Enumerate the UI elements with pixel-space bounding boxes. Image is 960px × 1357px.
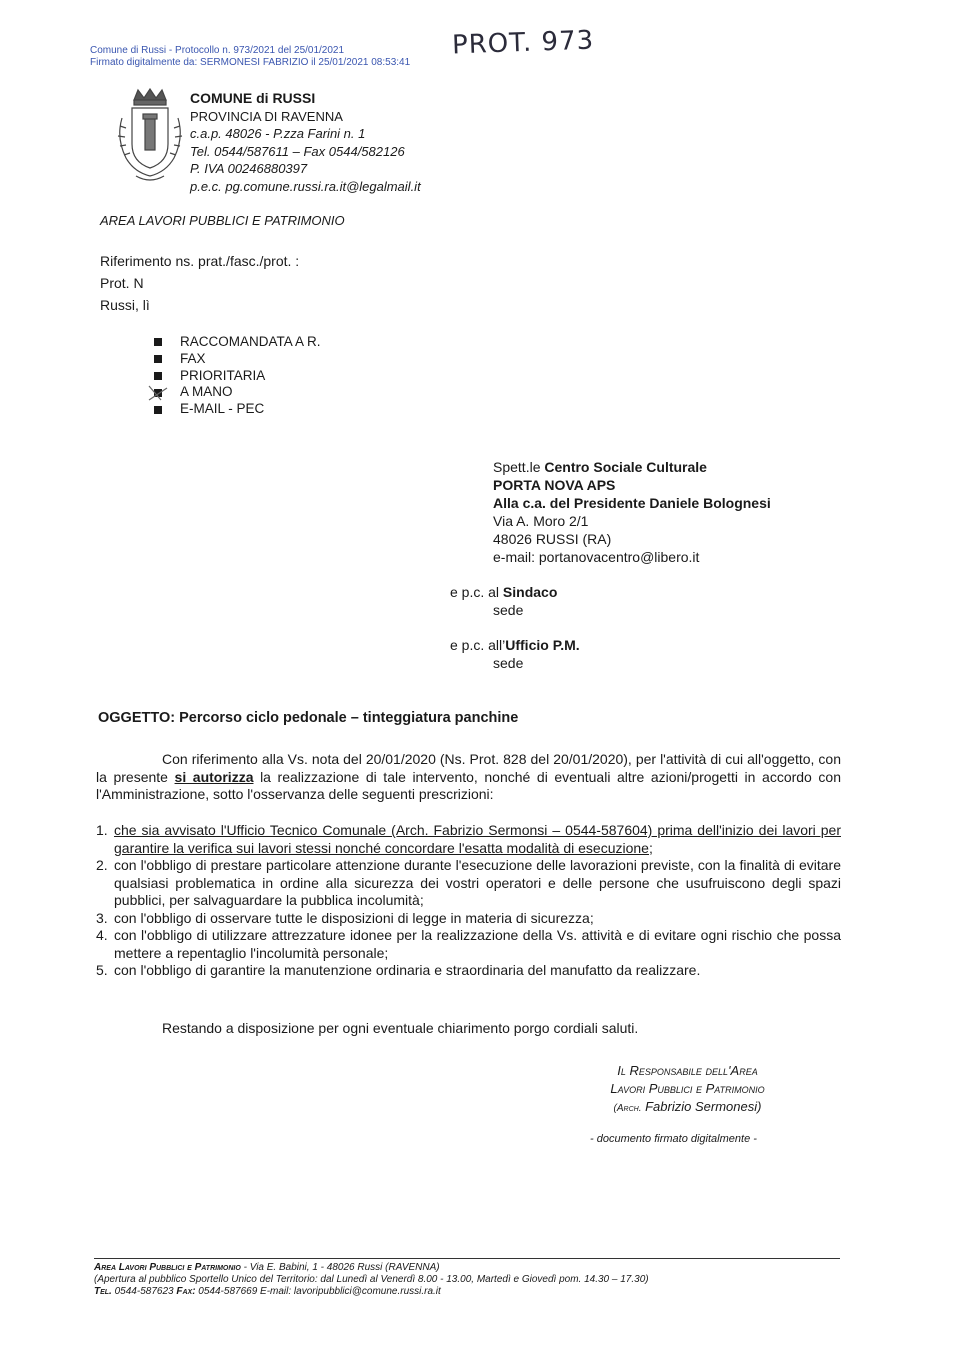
coat-of-arms-icon [112, 88, 188, 184]
cc-sub: sede [493, 602, 524, 618]
delivery-option-label: A MANO [180, 384, 233, 400]
cc-sub: sede [493, 655, 524, 671]
footer-divider [94, 1258, 840, 1259]
body-authorization: si autorizza [174, 768, 254, 785]
list-text: che sia avvisato l'Ufficio Tecnico Comunale (Arch. Fabrizio Sermonsi – 0544-587604) prima dell'inizio dei lavori per garantire la verifica sui lavori stessi nonché concordare l'esatta modalità di esecuzione; [114, 822, 841, 856]
footer-fax-label: Fax: [176, 1286, 196, 1297]
list-item [96, 927, 841, 962]
signature-role-2: Lavori Pubblici e Patrimonio [610, 1081, 765, 1096]
closing-line: Restando a disposizione per ogni eventuale chiarimento porgo cordiali saluti. [162, 1020, 639, 1036]
list-number: 3. [96, 909, 108, 926]
list-number: 1. [96, 822, 108, 838]
list-text: con l'obbligo di utilizzare attrezzature idonee per la realizzazione della Vs. attività e di evitare ogni rischio che possa mettere a repentaglio l'incolumità personale; [114, 927, 841, 961]
protocol-stamp [90, 45, 410, 69]
delivery-option-label: E-MAIL - PEC [180, 401, 265, 417]
footer-department: Area Lavori Pubblici e Patrimonio [94, 1262, 241, 1273]
list-item [96, 910, 841, 928]
cc-name: Ufficio P.M. [505, 637, 580, 653]
recipient-street: Via A. Moro 2/1 [493, 513, 589, 529]
signature-role-1: Il Responsabile dell'Area [617, 1063, 758, 1078]
cc-name: Sindaco [502, 584, 558, 600]
delivery-option-label: FAX [180, 350, 206, 366]
cc-prefix: e p.c. al [450, 584, 503, 600]
list-number: 5. [96, 962, 108, 978]
recipient-attention: Alla c.a. del Presidente Daniele Bolognesi [493, 495, 771, 511]
square-bullet-icon [154, 355, 162, 363]
phone-fax: Tel. 0544/587611 – Fax 0544/582126 [190, 143, 405, 159]
checked-x-mark-icon [154, 389, 162, 397]
signature-title: (Arch. [613, 1103, 642, 1114]
reference-line: Riferimento ns. prat./fasc./prot. : [100, 253, 300, 269]
subject-line: OGGETTO: Percorso ciclo pedonale – tinteggiatura panchine [98, 710, 519, 726]
cc-police-office [450, 636, 580, 672]
recipient-email: e-mail: portanovacentro@libero.it [493, 549, 700, 565]
letterhead [190, 90, 421, 195]
delivery-option-raccomandata [154, 334, 321, 351]
list-item [96, 962, 841, 980]
list-text: con l'obbligo di osservare tutte le disposizioni di legge in materia di sicurezza; [114, 909, 594, 926]
recipient-city: 48026 RUSSI (RA) [493, 531, 612, 547]
cc-prefix: e p.c. all’ [450, 637, 506, 653]
place-date-line: Russi, lì [100, 297, 150, 313]
pec-address: p.e.c. pg.comune.russi.ra.it@legalmail.it [190, 178, 421, 194]
footer-tel: 0544-587623 [111, 1286, 177, 1297]
body-paragraph [96, 751, 841, 804]
signature-block [580, 1062, 795, 1118]
delivery-option-email-pec [154, 401, 321, 418]
list-text: con l'obbligo di prestare particolare attenzione durante l'esecuzione delle lavorazioni previste, con la finalità di evitare qualsiasi problematica in ordine alla sicurezza dei vostri operatori e delle persone che usufruiscono degli spazi pubblici, per salvaguardare la pubblica incolumità; [114, 857, 841, 908]
square-bullet-icon [154, 406, 162, 414]
digital-signature-note: - documento firmato digitalmente - [590, 1133, 757, 1145]
square-bullet-icon [154, 338, 162, 346]
delivery-option-a-mano [154, 384, 321, 401]
handwritten-protocol: PROT. 973 [451, 25, 595, 61]
address: c.a.p. 48026 - P.zza Farini n. 1 [190, 126, 366, 141]
list-item [96, 822, 841, 857]
prescriptions-list [96, 822, 841, 980]
recipient-organization: Centro Sociale Culturale [544, 459, 707, 475]
footer-fax-email: 0544-587669 E-mail: lavoripubblici@comune.russi.ra.it [195, 1286, 441, 1297]
footer [94, 1262, 649, 1298]
body-text-c: la realizzazione di tale intervento, nonché di eventuali altre azioni/progetti in accordo con l'Amministrazione, sotto l'osservanza delle seguenti prescrizioni: [96, 768, 841, 802]
list-text: con l'obbligo di garantire la manutenzione ordinaria e straordinaria del manufatto da realizzare. [114, 962, 701, 978]
delivery-option-prioritaria [154, 368, 321, 385]
recipient-address [493, 458, 771, 566]
footer-hours: (Apertura al pubblico Sportello Unico del Territorio: dal Lunedì al Venerdì 8.00 - 13.00, Martedì e Giovedì pom. 14.30 – 17.30) [94, 1274, 649, 1285]
delivery-option-label: PRIORITARIA [180, 367, 266, 383]
protocol-number-line: Prot. N [100, 275, 144, 291]
list-number: 2. [96, 857, 108, 873]
list-number: 4. [96, 927, 108, 943]
delivery-option-fax [154, 351, 321, 368]
body-text-a: Con riferimento alla Vs. nota del 20/01/2020 (Ns. Prot. 828 del 20/01/2020), per l'attività di cui all'oggetto, con la presente [96, 751, 841, 785]
vat-number: P. IVA 00246880397 [190, 161, 308, 176]
footer-address: - Via E. Babini, 1 - 48026 Russi (RAVENNA) [240, 1262, 440, 1273]
cc-mayor [450, 583, 557, 619]
province: PROVINCIA DI RAVENNA [190, 108, 343, 124]
stamp-line-2: Firmato digitalmente da: SERMONESI FABRIZIO il 25/01/2021 08:53:41 [90, 57, 411, 68]
recipient-salutation: Spett.le [493, 459, 545, 475]
stamp-line-1: Comune di Russi - Protocollo n. 973/2021 del 25/01/2021 [90, 45, 345, 56]
department-title: AREA LAVORI PUBBLICI E PATRIMONIO [100, 213, 345, 228]
reference-block [100, 250, 299, 316]
delivery-option-label: RACCOMANDATA A R. [180, 334, 321, 349]
recipient-name: PORTA NOVA APS [493, 477, 616, 493]
footer-tel-label: Tel. [94, 1286, 112, 1297]
signature-name: Fabrizio Sermonesi) [641, 1099, 762, 1114]
municipality-name: COMUNE di RUSSI [190, 90, 316, 106]
square-bullet-icon [154, 372, 162, 380]
delivery-options [154, 334, 321, 418]
list-item [96, 857, 841, 910]
